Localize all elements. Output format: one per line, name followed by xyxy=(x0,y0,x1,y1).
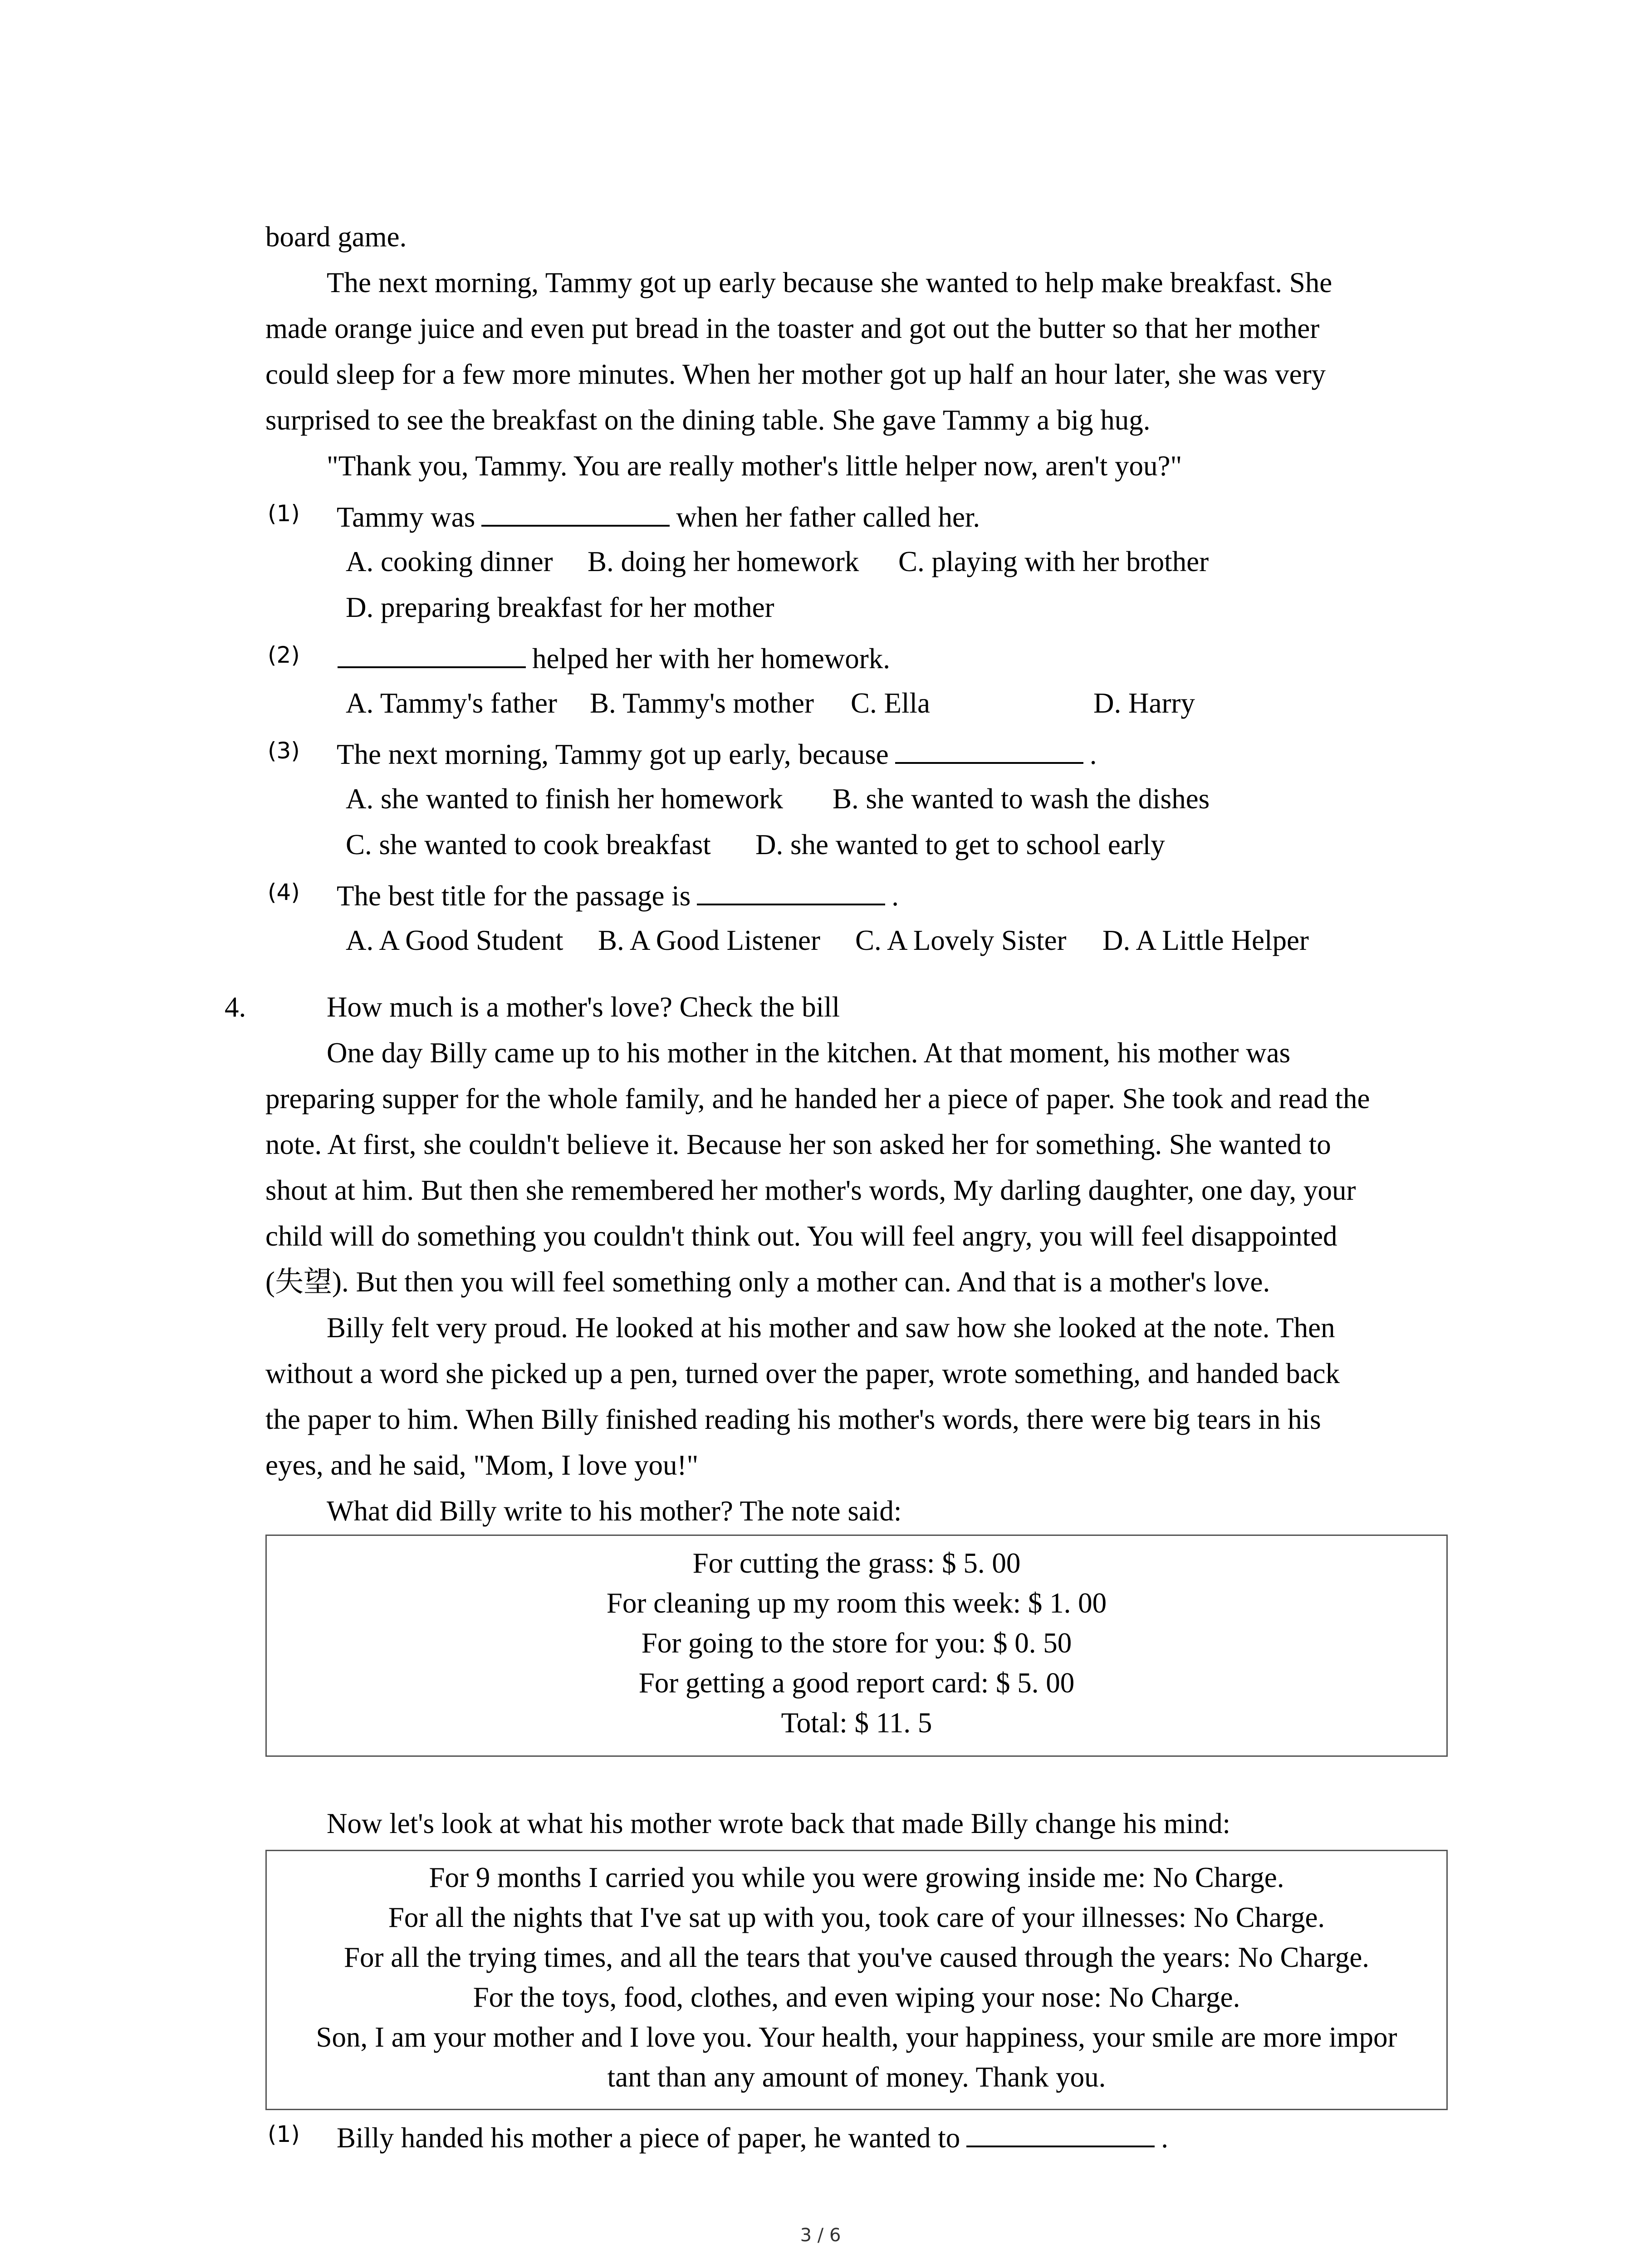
passage-line: preparing supper for the whole family, and he handed her a piece of paper. She took and read the xyxy=(265,1083,1370,1114)
question-number: (1) xyxy=(268,500,300,527)
section-number: 4. xyxy=(225,991,246,1023)
bill-line: For getting a good report card: $ 5. 00 xyxy=(638,1667,1075,1699)
question-number: (4) xyxy=(268,879,300,905)
passage-line: The next morning, Tammy got up early because she wanted to help make breakfast. She xyxy=(327,267,1332,298)
reply-line: For the toys, food, clothes, and even wiping your nose: No Charge. xyxy=(473,1981,1240,2013)
option: A. A Good Student xyxy=(346,924,563,956)
bill-total: Total: $ 11. 5 xyxy=(781,1707,932,1739)
option: B. Tammy's mother xyxy=(590,687,814,719)
question-number: (2) xyxy=(268,642,300,668)
bill-line: For cutting the grass: $ 5. 00 xyxy=(692,1547,1021,1579)
passage-line: could sleep for a few more minutes. When her mother got up half an hour later, she was very xyxy=(265,358,1326,390)
option: D. A Little Helper xyxy=(1102,924,1309,956)
passage-line: eyes, and he said, "Mom, I love you!" xyxy=(265,1449,699,1481)
passage-line: child will do something you couldn't think out. You will feel angry, you will feel disappointed xyxy=(265,1220,1337,1252)
reply-line: For all the nights that I've sat up with you, took care of your illnesses: No Charge. xyxy=(388,1901,1325,1933)
passage-line: One day Billy came up to his mother in the kitchen. At that moment, his mother was xyxy=(327,1037,1291,1069)
question-stem: Tammy was when her father called her. xyxy=(337,498,980,535)
question-stem: The next morning, Tammy got up early, because . xyxy=(337,735,1097,772)
passage-line: surprised to see the breakfast on the dining table. She gave Tammy a big hug. xyxy=(265,404,1151,436)
question-stem: helped her with her homework. xyxy=(331,639,890,677)
passage-line: What did Billy write to his mother? The note said: xyxy=(327,1495,902,1527)
passage-line: made orange juice and even put bread in the toaster and got out the butter so that her mother xyxy=(265,313,1320,344)
question-stem: The best title for the passage is . xyxy=(337,876,899,914)
question-stem: Billy handed his mother a piece of paper, he wanted to . xyxy=(337,2118,1168,2156)
answer-blank[interactable] xyxy=(481,498,670,527)
section-title: How much is a mother's love? Check the bill xyxy=(327,991,840,1023)
passage-line: board game. xyxy=(265,221,407,253)
option: B. A Good Listener xyxy=(598,924,820,956)
transition-line: Now let's look at what his mother wrote back that made Billy change his mind: xyxy=(327,1808,1230,1839)
passage-line: note. At first, she couldn't believe it. Because her son asked her for something. She wanted to xyxy=(265,1129,1331,1160)
option: C. A Lovely Sister xyxy=(855,924,1067,956)
option: A. Tammy's father xyxy=(346,687,557,719)
option: D. she wanted to get to school early xyxy=(755,829,1165,860)
answer-blank[interactable] xyxy=(338,639,526,668)
bill-box xyxy=(265,1535,1448,1757)
page-number: 3 / 6 xyxy=(800,2225,841,2246)
option: B. doing her homework xyxy=(588,546,859,577)
bill-line: For going to the store for you: $ 0. 50 xyxy=(641,1627,1072,1659)
passage-line: shout at him. But then she remembered her mother's words, My darling daughter, one day, your xyxy=(265,1174,1356,1206)
bill-line: For cleaning up my room this week: $ 1. 00 xyxy=(606,1587,1107,1619)
passage-line: the paper to him. When Billy finished reading his mother's words, there were big tears in his xyxy=(265,1403,1321,1435)
question-number: (3) xyxy=(268,738,300,764)
answer-blank[interactable] xyxy=(697,876,885,905)
answer-blank[interactable] xyxy=(966,2118,1155,2147)
option: C. Ella xyxy=(851,687,930,719)
reply-line: Son, I am your mother and I love you. Your health, your happiness, your smile are more impor xyxy=(316,2021,1397,2053)
option: A. she wanted to finish her homework xyxy=(346,783,784,815)
question-number: (1) xyxy=(268,2121,300,2147)
passage-line: without a word she picked up a pen, turned over the paper, wrote something, and handed back xyxy=(265,1358,1340,1389)
option: D. preparing breakfast for her mother xyxy=(346,591,774,623)
option: C. playing with her brother xyxy=(898,546,1209,577)
option: A. cooking dinner xyxy=(346,546,553,577)
reply-line: For 9 months I carried you while you were growing inside me: No Charge. xyxy=(429,1862,1284,1893)
option: B. she wanted to wash the dishes xyxy=(833,783,1210,815)
reply-line: For all the trying times, and all the tears that you've caused through the years: No Charge. xyxy=(343,1941,1370,1973)
reply-box xyxy=(265,1850,1448,2110)
passage-line: Billy felt very proud. He looked at his mother and saw how she looked at the note. Then xyxy=(327,1312,1335,1344)
reply-line: tant than any amount of money. Thank you. xyxy=(607,2061,1106,2093)
passage-line: "Thank you, Tammy. You are really mother's little helper now, aren't you?" xyxy=(327,450,1182,482)
option: C. she wanted to cook breakfast xyxy=(346,829,711,860)
option: D. Harry xyxy=(1093,687,1195,719)
answer-blank[interactable] xyxy=(895,735,1083,764)
passage-line: (失望). But then you will feel something only a mother can. And that is a mother's love. xyxy=(265,1266,1270,1298)
